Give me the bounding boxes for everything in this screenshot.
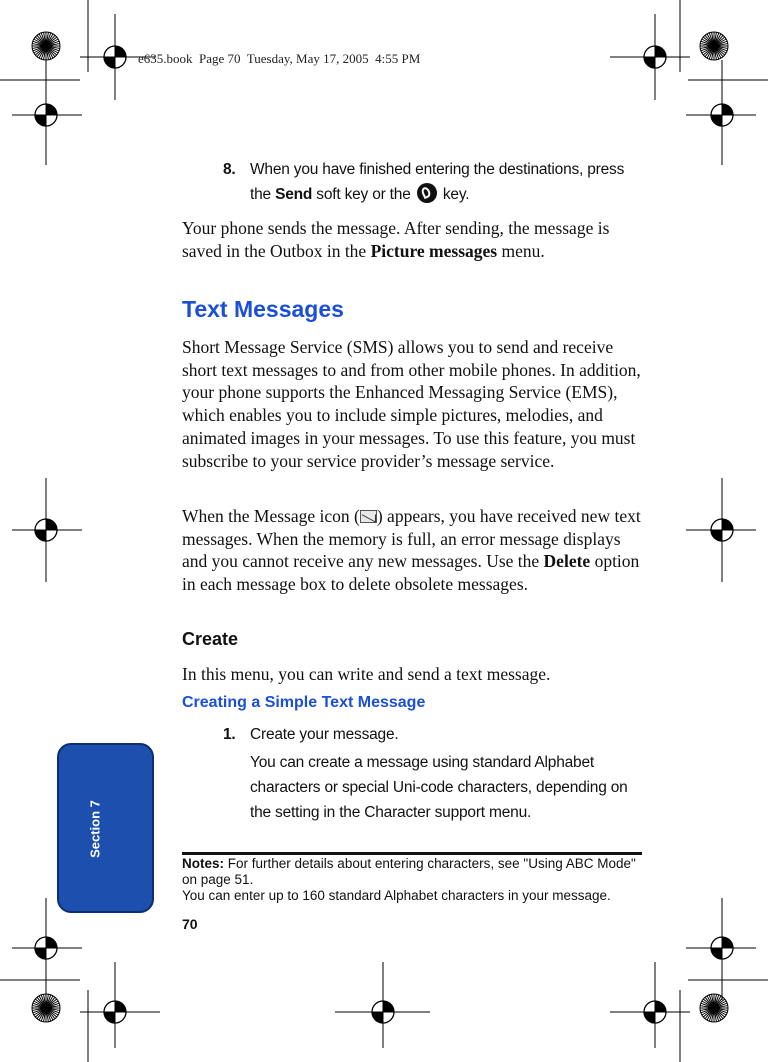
step-detail: You can create a message using standard Alphabet characters or special Uni-code characters, depending on the setting in the Character support menu. [250,754,628,821]
message-icon-paragraph: When the Message icon ( ) appears, you have received new text messages. When the memory is full, an error message displays and you cannot receive any new messages. Use the Delete option in each message box to delete obsolete messages. [182,506,641,595]
create-paragraph: In this menu, you can write and send a text message. [182,664,551,684]
subheading-create: Create [182,629,239,649]
step-text: When you have finished entering the destinations, press the Send soft key or the key. [250,161,625,203]
note-line: For further details about entering characters, see "Using ABC Mode" on page 51. [182,856,636,887]
step-number: 8. [223,161,236,178]
envelope-icon [360,510,377,523]
send-key-icon [417,183,437,203]
step-title: Create your message. [250,726,399,743]
notes [182,856,642,904]
send-soft-key-label: Send [275,186,313,203]
menu-name: Picture messages [370,240,498,261]
notes-label: Notes: [182,856,225,871]
sub-subheading: Creating a Simple Text Message [182,694,426,711]
sms-paragraph: Short Message Service (SMS) allows you to send and receive short text messages to and from other mobile phones. In addition, your phone supports the Enhanced Messaging Service (EMS), which enables you to include simple pictures, melodies, and animated images in your messages. To use this feature, you must subscribe to your service provider’s message service. [182,337,641,471]
option-name: Delete [543,551,591,572]
section-tab-label: Section 7 [87,800,103,858]
page-number: 70 [182,916,198,932]
step-number: 1. [223,726,236,743]
note-line: You can enter up to 160 standard Alphabet characters in your message. [182,888,611,903]
sent-paragraph: Your phone sends the message. After sending, the message is saved in the Outbox in the Picture messages menu. [182,218,610,261]
section-tab [57,743,154,913]
step-8 [223,157,663,209]
section-title: Text Messages [182,296,344,322]
print-header: e635.book Page 70 Tuesday, May 17, 2005 4:55 PM [138,51,421,66]
notes-divider [182,852,642,855]
step-1 [223,722,663,832]
